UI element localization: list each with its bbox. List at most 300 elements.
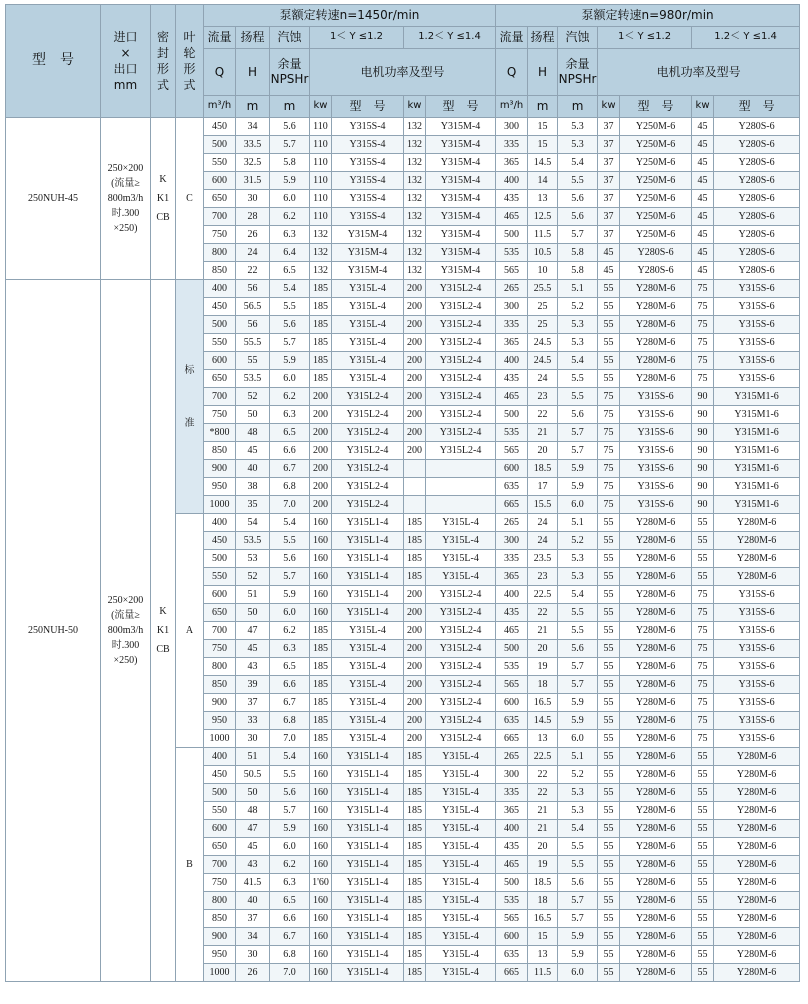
npsh-980-cell: 5.9 <box>558 694 598 712</box>
kw-980-r1-cell: 55 <box>598 334 620 352</box>
kw-1450-r1-cell: 200 <box>310 406 332 424</box>
flow-1450-cell: 450 <box>204 298 236 316</box>
port-header-line: 出口 <box>113 62 138 76</box>
flow-1450-cell: 950 <box>204 946 236 964</box>
motor-1450-r2-cell: Y315L2-4 <box>426 334 496 352</box>
motor-1450-r1-cell: Y315L1-4 <box>332 748 404 766</box>
kw-1450-r2-cell: 200 <box>404 424 426 442</box>
kw-980-r1-cell: 75 <box>598 442 620 460</box>
head-980-cell: 18 <box>528 676 558 694</box>
kw-1450-r1-cell: 185 <box>310 694 332 712</box>
kw-980-r2-cell: 75 <box>692 640 714 658</box>
npsh-header: 汽蚀 <box>558 27 598 49</box>
kw-980-r1-cell: 55 <box>598 856 620 874</box>
flow-980-cell: 265 <box>496 514 528 532</box>
motor-1450-r2-cell: Y315L-4 <box>426 784 496 802</box>
flow-980-cell: 400 <box>496 586 528 604</box>
motor-1450-r2-cell: Y315L2-4 <box>426 604 496 622</box>
flow-unit: m³/h <box>496 96 528 118</box>
flow-980-cell: 400 <box>496 172 528 190</box>
kw-980-r2-cell: 75 <box>692 730 714 748</box>
npsh-980-cell: 5.6 <box>558 190 598 208</box>
kw-980-r2-cell: 55 <box>692 568 714 586</box>
kw-1450-r1-cell: 160 <box>310 856 332 874</box>
kw-980-r1-cell: 55 <box>598 568 620 586</box>
motor-980-r2-cell: Y280M-6 <box>714 802 800 820</box>
flow-980-cell: 565 <box>496 676 528 694</box>
motor-1450-r1-cell: Y315L-4 <box>332 352 404 370</box>
flow-1450-cell: 700 <box>204 388 236 406</box>
head-1450-cell: 34 <box>236 928 270 946</box>
kw-980-r1-cell: 55 <box>598 874 620 892</box>
seal-type-cell <box>151 280 176 982</box>
head-1450-cell: 26 <box>236 964 270 982</box>
kw-980-r1-cell: 55 <box>598 766 620 784</box>
kw-1450-r2-cell: 185 <box>404 550 426 568</box>
flow-1450-cell: 400 <box>204 514 236 532</box>
flow-1450-cell: 900 <box>204 928 236 946</box>
port-size-line: 800m3/h <box>107 193 144 204</box>
motor-1450-r2-cell: Y315M-4 <box>426 136 496 154</box>
npsh-sub <box>558 49 598 96</box>
kw-1450-r2-cell: 185 <box>404 766 426 784</box>
flow-1450-cell: 750 <box>204 226 236 244</box>
head-980-cell: 25 <box>528 298 558 316</box>
motor-1450-r1-cell: Y315L2-4 <box>332 406 404 424</box>
motor-980-r2-cell: Y315M1-6 <box>714 460 800 478</box>
head-980-cell: 24.5 <box>528 352 558 370</box>
motor-1450-r2-cell: Y315L2-4 <box>426 694 496 712</box>
motor-980-r2-cell: Y280M-6 <box>714 856 800 874</box>
npsh-unit: m <box>270 96 310 118</box>
motor-1450-r1-cell: Y315L1-4 <box>332 874 404 892</box>
flow-980-cell: 565 <box>496 442 528 460</box>
range-1-header: 1＜ Y ≤1.2 <box>310 27 404 49</box>
kw-1450-r2-cell: 200 <box>404 676 426 694</box>
head-980-cell: 10 <box>528 262 558 280</box>
npsh-980-cell: 5.4 <box>558 352 598 370</box>
kw-1450-r2-cell: 132 <box>404 154 426 172</box>
motor-980-r1-cell: Y280M-6 <box>620 640 692 658</box>
kw-1450-r1-cell: 200 <box>310 424 332 442</box>
port-size-line: 250×200 <box>107 163 144 174</box>
port-size-cell <box>101 118 151 280</box>
flow-1450-cell: 600 <box>204 172 236 190</box>
kw-980-r2-cell: 90 <box>692 460 714 478</box>
motor-980-r1-cell: Y280M-6 <box>620 370 692 388</box>
npsh-label: NPSHr <box>558 72 597 86</box>
kw-980-r2-cell: 55 <box>692 766 714 784</box>
flow-header: 流量 <box>204 27 236 49</box>
motor-980-r1-cell: Y280M-6 <box>620 298 692 316</box>
motor-1450-r2-cell: Y315L2-4 <box>426 406 496 424</box>
flow-980-cell: 335 <box>496 316 528 334</box>
motor-980-r1-cell: Y280M-6 <box>620 334 692 352</box>
npsh-1450-cell: 5.8 <box>270 154 310 172</box>
flow-symbol: Q <box>496 49 528 96</box>
flow-1450-cell: 950 <box>204 712 236 730</box>
kw-980-r1-cell: 55 <box>598 784 620 802</box>
motor-980-r2-cell: Y280M-6 <box>714 874 800 892</box>
kw-1450-r1-cell: 185 <box>310 658 332 676</box>
motor-980-r1-cell: Y280S-6 <box>620 262 692 280</box>
head-980-cell: 12.5 <box>528 208 558 226</box>
motor-1450-r1-cell: Y315L1-4 <box>332 568 404 586</box>
npsh-980-cell: 5.5 <box>558 838 598 856</box>
flow-header: 流量 <box>496 27 528 49</box>
flow-1450-cell: 750 <box>204 874 236 892</box>
motor-980-r2-cell: Y280M-6 <box>714 748 800 766</box>
flow-1450-cell: 850 <box>204 676 236 694</box>
kw-1450-r1-cell: 185 <box>310 280 332 298</box>
kw-980-r2-cell: 55 <box>692 784 714 802</box>
head-symbol: H <box>528 49 558 96</box>
head-980-cell: 13 <box>528 946 558 964</box>
kw-980-r1-cell: 55 <box>598 658 620 676</box>
motor-1450-r2-cell: Y315L2-4 <box>426 640 496 658</box>
motor-1450-r2-cell: Y315L2-4 <box>426 298 496 316</box>
flow-1450-cell: 400 <box>204 748 236 766</box>
motor-1450-r1-cell: Y315L1-4 <box>332 604 404 622</box>
motor-980-r1-cell: Y280M-6 <box>620 316 692 334</box>
motor-980-r1-cell: Y315S-6 <box>620 496 692 514</box>
kw-1450-r2-cell: 185 <box>404 910 426 928</box>
motor-980-r2-cell: Y280M-6 <box>714 766 800 784</box>
kw-1450-r2-cell: 200 <box>404 622 426 640</box>
head-980-cell: 13 <box>528 730 558 748</box>
kw-1450-r1-cell: 160 <box>310 802 332 820</box>
npsh-980-cell: 5.3 <box>558 334 598 352</box>
npsh-1450-cell: 6.5 <box>270 262 310 280</box>
npsh-1450-cell: 5.7 <box>270 334 310 352</box>
head-980-cell: 22.5 <box>528 586 558 604</box>
kw-1450-r2-cell: 132 <box>404 208 426 226</box>
port-header-line: mm <box>113 78 138 93</box>
motor-980-r2-cell: Y280M-6 <box>714 532 800 550</box>
flow-980-cell: 535 <box>496 658 528 676</box>
impeller-header-char: 轮 <box>183 45 196 60</box>
npsh-1450-cell: 5.5 <box>270 298 310 316</box>
motor-980-r1-cell: Y280M-6 <box>620 838 692 856</box>
kw-1450-r1-cell: 160 <box>310 964 332 982</box>
motor-1450-r1-cell: Y315M-4 <box>332 226 404 244</box>
motor-1450-r1-cell: Y315L1-4 <box>332 910 404 928</box>
kw-1450-r2-cell: 185 <box>404 784 426 802</box>
motor-980-r1-cell: Y280M-6 <box>620 910 692 928</box>
motor-1450-r1-cell: Y315L2-4 <box>332 442 404 460</box>
kw-980-r2-cell: 90 <box>692 496 714 514</box>
kw-980-r1-cell: 55 <box>598 352 620 370</box>
npsh-980-cell: 5.5 <box>558 370 598 388</box>
flow-1450-cell: 1000 <box>204 964 236 982</box>
seal-type-line: CB <box>156 644 170 655</box>
motor-980-r2-cell: Y280S-6 <box>714 172 800 190</box>
motor-1450-r1-cell: Y315L-4 <box>332 298 404 316</box>
npsh-1450-cell: 6.6 <box>270 676 310 694</box>
kw-1450-r1-cell: 200 <box>310 478 332 496</box>
kw-1450-r1-cell: 185 <box>310 622 332 640</box>
flow-980-cell: 465 <box>496 208 528 226</box>
port-size-line: 800m3/h <box>107 625 144 636</box>
kw-1450-r2-cell: 132 <box>404 244 426 262</box>
kw-1450-r1-cell: 132 <box>310 244 332 262</box>
npsh-1450-cell: 5.5 <box>270 766 310 784</box>
head-1450-cell: 30 <box>236 190 270 208</box>
npsh-980-cell: 5.6 <box>558 406 598 424</box>
kw-980-r1-cell: 55 <box>598 802 620 820</box>
npsh-980-cell: 5.2 <box>558 298 598 316</box>
head-980-cell: 23.5 <box>528 550 558 568</box>
npsh-1450-cell: 7.0 <box>270 496 310 514</box>
kw-980-r1-cell: 75 <box>598 424 620 442</box>
motor-1450-r2-cell: Y315L-4 <box>426 820 496 838</box>
seal-type-line: CB <box>156 212 170 223</box>
kw-980-r2-cell: 55 <box>692 928 714 946</box>
head-1450-cell: 35 <box>236 496 270 514</box>
seal-type-line: K1 <box>156 625 170 636</box>
port-size-line: ×250) <box>113 223 138 234</box>
head-980-cell: 21 <box>528 424 558 442</box>
npsh-980-cell: 5.7 <box>558 424 598 442</box>
motor-1450-r1-cell: Y315L1-4 <box>332 838 404 856</box>
kw-header: kw <box>310 96 332 118</box>
motor-1450-r2-cell: Y315L-4 <box>426 964 496 982</box>
flow-1450-cell: 650 <box>204 604 236 622</box>
motor-980-r1-cell: Y280M-6 <box>620 964 692 982</box>
motor-1450-r2-cell: Y315M-4 <box>426 190 496 208</box>
flow-1450-cell: 950 <box>204 478 236 496</box>
kw-980-r2-cell: 45 <box>692 244 714 262</box>
motor-980-r2-cell: Y315S-6 <box>714 298 800 316</box>
flow-1450-cell: 850 <box>204 262 236 280</box>
impeller-type-line: C <box>186 193 193 204</box>
motor-980-r1-cell: Y315S-6 <box>620 442 692 460</box>
kw-980-r2-cell: 55 <box>692 838 714 856</box>
kw-980-r2-cell: 55 <box>692 748 714 766</box>
motor-980-r1-cell: Y315S-6 <box>620 424 692 442</box>
head-980-cell: 24 <box>528 370 558 388</box>
seal-type-line: K <box>159 174 167 185</box>
npsh-980-cell: 5.5 <box>558 856 598 874</box>
range-2-header: 1.2＜ Y ≤1.4 <box>404 27 496 49</box>
motor-980-r1-cell: Y280M-6 <box>620 280 692 298</box>
motor-1450-r1-cell: Y315S-4 <box>332 154 404 172</box>
kw-1450-r2-cell: 185 <box>404 514 426 532</box>
kw-1450-r1-cell: 1'60 <box>310 874 332 892</box>
motor-980-r2-cell: Y280M-6 <box>714 820 800 838</box>
head-980-cell: 25 <box>528 316 558 334</box>
kw-1450-r1-cell: 160 <box>310 748 332 766</box>
kw-980-r1-cell: 75 <box>598 406 620 424</box>
motor-980-r1-cell: Y250M-6 <box>620 136 692 154</box>
motor-1450-r1-cell: Y315L-4 <box>332 622 404 640</box>
head-1450-cell: 53 <box>236 550 270 568</box>
flow-980-cell: 500 <box>496 226 528 244</box>
head-1450-cell: 52 <box>236 568 270 586</box>
seal-header-char: 封 <box>156 45 169 60</box>
motor-980-r1-cell: Y250M-6 <box>620 226 692 244</box>
table-row <box>6 280 800 298</box>
head-1450-cell: 56.5 <box>236 298 270 316</box>
npsh-1450-cell: 6.2 <box>270 622 310 640</box>
flow-980-cell: 435 <box>496 370 528 388</box>
motor-1450-r1-cell: Y315L2-4 <box>332 388 404 406</box>
kw-980-r1-cell: 55 <box>598 964 620 982</box>
model-header: 型 号 <box>6 5 101 118</box>
motor-1450-r2-cell: Y315L2-4 <box>426 730 496 748</box>
head-980-cell: 24.5 <box>528 334 558 352</box>
motor-1450-r2-cell: Y315L2-4 <box>426 658 496 676</box>
head-1450-cell: 33.5 <box>236 136 270 154</box>
motor-1450-r1-cell: Y315L-4 <box>332 694 404 712</box>
flow-980-cell: 535 <box>496 424 528 442</box>
kw-1450-r1-cell: 185 <box>310 352 332 370</box>
kw-980-r1-cell: 55 <box>598 910 620 928</box>
flow-980-cell: 535 <box>496 892 528 910</box>
kw-980-r1-cell: 75 <box>598 388 620 406</box>
motor-980-r2-cell: Y280M-6 <box>714 784 800 802</box>
head-980-cell: 20 <box>528 640 558 658</box>
kw-980-r2-cell: 45 <box>692 172 714 190</box>
npsh-1450-cell: 6.7 <box>270 928 310 946</box>
motor-980-r1-cell: Y315S-6 <box>620 460 692 478</box>
kw-1450-r2-cell <box>404 496 426 514</box>
kw-header: kw <box>692 96 714 118</box>
kw-1450-r2-cell: 185 <box>404 856 426 874</box>
kw-980-r2-cell: 55 <box>692 946 714 964</box>
kw-1450-r1-cell: 110 <box>310 172 332 190</box>
flow-1450-cell: 650 <box>204 190 236 208</box>
npsh-1450-cell: 5.9 <box>270 586 310 604</box>
motor-980-r2-cell: Y280S-6 <box>714 154 800 172</box>
motor-model-header: 型 号 <box>620 96 692 118</box>
flow-symbol: Q <box>204 49 236 96</box>
kw-1450-r2-cell: 200 <box>404 712 426 730</box>
impeller-header-char: 叶 <box>183 29 196 44</box>
kw-980-r2-cell: 55 <box>692 874 714 892</box>
head-980-cell: 17 <box>528 478 558 496</box>
kw-1450-r2-cell: 185 <box>404 802 426 820</box>
kw-980-r2-cell: 75 <box>692 352 714 370</box>
kw-1450-r1-cell: 160 <box>310 946 332 964</box>
flow-1450-cell: 500 <box>204 550 236 568</box>
kw-980-r1-cell: 55 <box>598 928 620 946</box>
kw-980-r2-cell: 55 <box>692 820 714 838</box>
head-980-cell: 19 <box>528 856 558 874</box>
flow-980-cell: 665 <box>496 964 528 982</box>
motor-1450-r1-cell: Y315L1-4 <box>332 856 404 874</box>
kw-1450-r1-cell: 160 <box>310 550 332 568</box>
head-980-cell: 21 <box>528 802 558 820</box>
flow-1450-cell: 600 <box>204 586 236 604</box>
head-1450-cell: 31.5 <box>236 172 270 190</box>
kw-1450-r1-cell: 160 <box>310 532 332 550</box>
npsh-1450-cell: 6.5 <box>270 424 310 442</box>
kw-1450-r2-cell: 200 <box>404 352 426 370</box>
head-980-cell: 25.5 <box>528 280 558 298</box>
kw-980-r1-cell: 55 <box>598 676 620 694</box>
motor-1450-r1-cell: Y315L1-4 <box>332 766 404 784</box>
head-header: 扬程 <box>528 27 558 49</box>
head-1450-cell: 26 <box>236 226 270 244</box>
flow-980-cell: 535 <box>496 244 528 262</box>
head-1450-cell: 32.5 <box>236 154 270 172</box>
motor-1450-r2-cell: Y315M-4 <box>426 226 496 244</box>
flow-1450-cell: 900 <box>204 460 236 478</box>
motor-980-r1-cell: Y280M-6 <box>620 802 692 820</box>
head-1450-cell: 22 <box>236 262 270 280</box>
head-980-cell: 24 <box>528 532 558 550</box>
motor-980-r2-cell: Y280M-6 <box>714 946 800 964</box>
npsh-980-cell: 5.4 <box>558 820 598 838</box>
kw-1450-r2-cell: 200 <box>404 370 426 388</box>
npsh-980-cell: 6.0 <box>558 964 598 982</box>
flow-1450-cell: 450 <box>204 766 236 784</box>
kw-980-r1-cell: 37 <box>598 136 620 154</box>
impeller-type-line: A <box>185 625 194 636</box>
port-header-line: × <box>120 45 131 60</box>
motor-1450-r1-cell: Y315L-4 <box>332 280 404 298</box>
flow-1450-cell: 750 <box>204 640 236 658</box>
motor-980-r2-cell: Y315S-6 <box>714 622 800 640</box>
motor-980-r2-cell: Y315S-6 <box>714 694 800 712</box>
kw-980-r2-cell: 45 <box>692 118 714 136</box>
npsh-1450-cell: 5.4 <box>270 280 310 298</box>
kw-1450-r1-cell: 200 <box>310 496 332 514</box>
motor-1450-r2-cell: Y315L2-4 <box>426 370 496 388</box>
npsh-980-cell: 5.5 <box>558 604 598 622</box>
npsh-1450-cell: 6.2 <box>270 856 310 874</box>
kw-1450-r1-cell: 132 <box>310 226 332 244</box>
npsh-1450-cell: 6.8 <box>270 478 310 496</box>
port-size-line: (流量≥ <box>111 178 140 189</box>
npsh-1450-cell: 6.7 <box>270 460 310 478</box>
motor-1450-r2-cell: Y315L-4 <box>426 874 496 892</box>
motor-980-r2-cell: Y280M-6 <box>714 910 800 928</box>
kw-980-r1-cell: 55 <box>598 730 620 748</box>
flow-1450-cell: 650 <box>204 370 236 388</box>
kw-1450-r2-cell: 200 <box>404 298 426 316</box>
npsh-980-cell: 5.3 <box>558 802 598 820</box>
motor-980-r1-cell: Y280M-6 <box>620 928 692 946</box>
motor-1450-r2-cell: Y315L-4 <box>426 928 496 946</box>
motor-980-r2-cell: Y315S-6 <box>714 640 800 658</box>
head-1450-cell: 37 <box>236 910 270 928</box>
head-1450-cell: 24 <box>236 244 270 262</box>
motor-980-r2-cell: Y315S-6 <box>714 604 800 622</box>
motor-980-r1-cell: Y280M-6 <box>620 352 692 370</box>
flow-980-cell: 600 <box>496 928 528 946</box>
flow-1450-cell: 800 <box>204 892 236 910</box>
kw-980-r2-cell: 90 <box>692 388 714 406</box>
head-980-cell: 22 <box>528 766 558 784</box>
kw-1450-r1-cell: 185 <box>310 730 332 748</box>
motor-980-r1-cell: Y280M-6 <box>620 874 692 892</box>
kw-header: kw <box>404 96 426 118</box>
head-1450-cell: 33 <box>236 712 270 730</box>
npsh-1450-cell: 6.3 <box>270 640 310 658</box>
motor-1450-r2-cell: Y315L2-4 <box>426 388 496 406</box>
motor-980-r1-cell: Y280M-6 <box>620 568 692 586</box>
head-1450-cell: 53.5 <box>236 532 270 550</box>
head-1450-cell: 39 <box>236 676 270 694</box>
kw-980-r1-cell: 55 <box>598 892 620 910</box>
motor-1450-r2-cell: Y315L2-4 <box>426 622 496 640</box>
head-1450-cell: 41.5 <box>236 874 270 892</box>
kw-1450-r2-cell: 200 <box>404 604 426 622</box>
head-980-cell: 14 <box>528 172 558 190</box>
flow-980-cell: 565 <box>496 262 528 280</box>
